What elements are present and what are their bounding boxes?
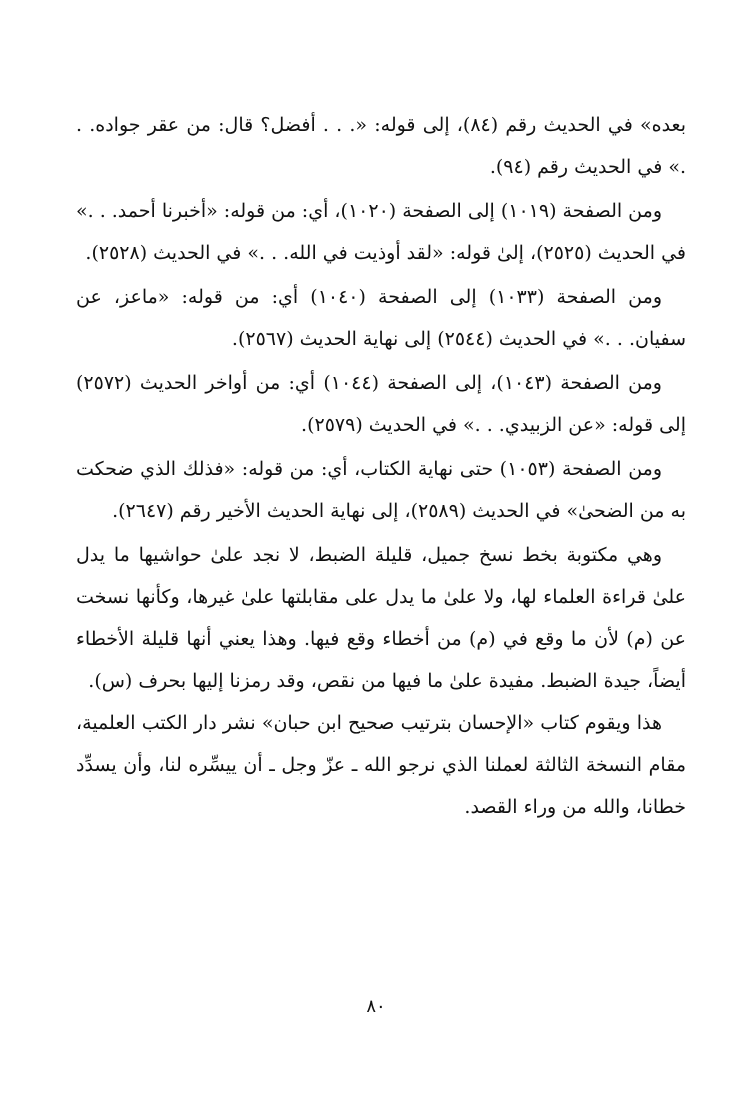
paragraph-2: ومن الصفحة (١٠١٩) إلى الصفحة (١٠٢٠)، أي: من قوله: «أخبرنا أحمد. . .» في الحديث (٢٥٢٥)، إلىٰ قوله: «لقد أوذيت في الله. . .» في الحديث (٢٥٢٨). — [75, 200, 686, 264]
paragraph-6: وهي مكتوبة بخط نسخ جميل، قليلة الضبط، لا نجد علىٰ حواشيها ما يدل علىٰ قراءة العلماء لها، ولا علىٰ ما يدل على مقابلتها علىٰ غيرها، وكأنها نسخت عن (م) لأن ما وقع في (م) من أخطاء وقع فيها. وهذا يعني أنها قليلة الأخطاء أيضاً، جيدة الضبط. مفيدة علىٰ ما فيها من نقص، وقد رمزنا إليها بحرف (س). — [76, 544, 686, 692]
paragraph-3: ومن الصفحة (١٠٣٣) إلى الصفحة (١٠٤٠) أي: من قوله: «ماعز، عن سفيان. . .» في الحديث (٢٥٤٤) إلى نهاية الحديث (٢٥٦٧). — [76, 286, 686, 350]
page-number: ٨٠ — [366, 996, 386, 1017]
page-body — [76, 104, 686, 828]
paragraph-1: بعده» في الحديث رقم (٨٤)، إلى قوله: «. . . أفضل؟ قال: من عقر جواده. . .» في الحديث رقم (٩٤). — [76, 114, 686, 178]
paragraph-4: ومن الصفحة (١٠٤٣)، إلى الصفحة (١٠٤٤) أي: من أواخر الحديث (٢٥٧٢) إلى قوله: «عن الزبيدي. . .» في الحديث (٢٥٧٩). — [76, 372, 686, 436]
paragraph-7: هذا ويقوم كتاب «الإحسان بترتيب صحيح ابن حبان» نشر دار الكتب العلمية، مقام النسخة الثالثة لعملنا الذي نرجو الله ـ عزّ وجل ـ أن ييسِّره لنا، وأن يسدِّد خطانا، والله من وراء القصد. — [76, 712, 686, 818]
paragraph-5: ومن الصفحة (١٠٥٣) حتى نهاية الكتاب، أي: من قوله: «فذلك الذي ضحكت به من الضحىٰ» في الحديث (٢٥٨٩)، إلى نهاية الحديث الأخير رقم (٢٦٤٧). — [76, 458, 686, 522]
